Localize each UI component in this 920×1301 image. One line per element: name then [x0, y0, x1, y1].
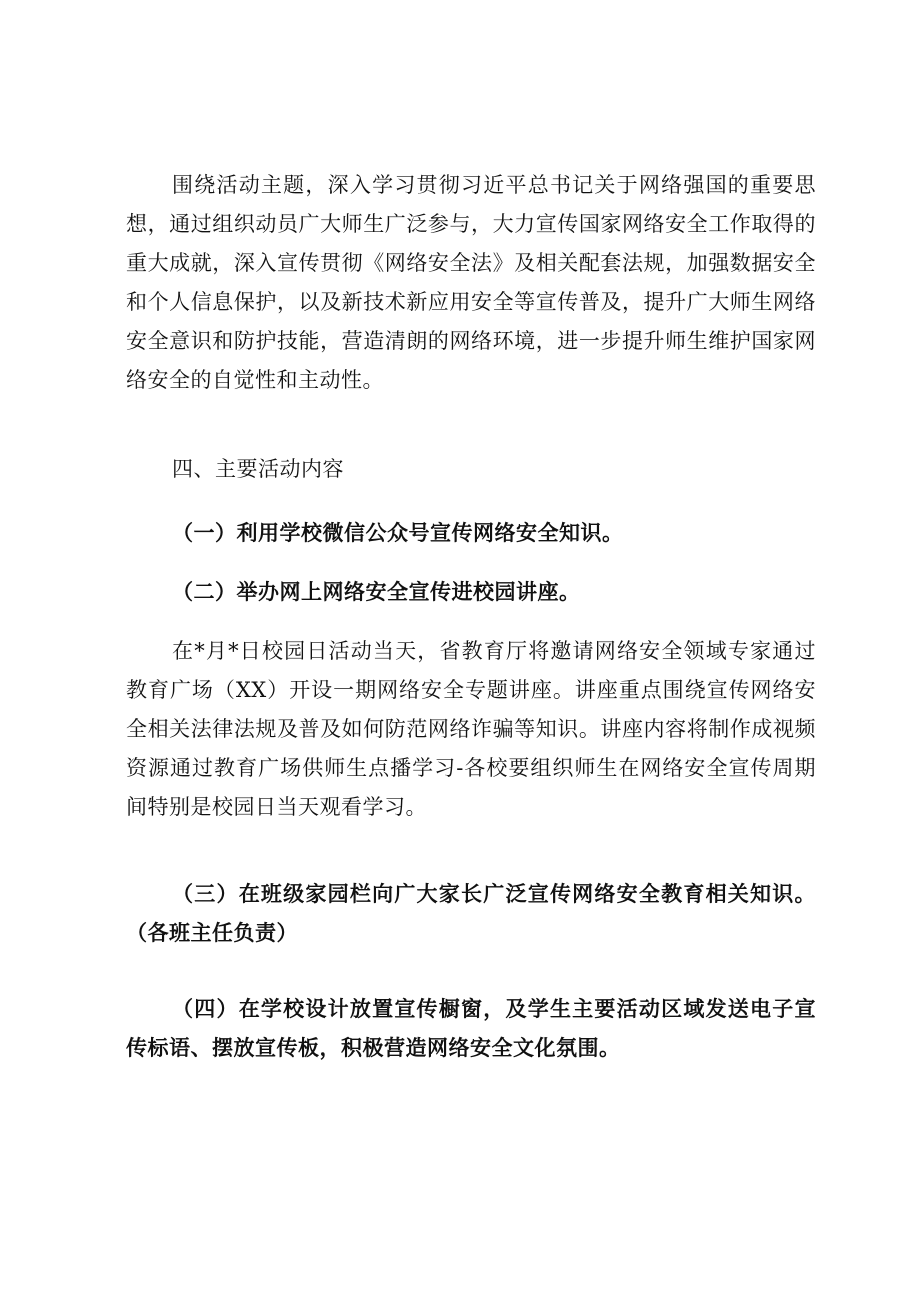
activity-item-2: （二）举办网上网络安全宣传进校园讲座。: [172, 579, 581, 604]
intro-paragraph: 围绕活动主题，深入学习贯彻习近平总书记关于网络强国的重要思想，通过组织动员广大师生广泛参与，大力宣传国家网络安全工作取得的重大成就，深入宣传贯彻《网络安全法》及相关配套法规，加强数据安全和个人信息保护，以及新技术新应用安全等宣传普及，提升广大师生网络安全意识和防护技能，营造清朗的网络环境，进一步提升师生维护国家网络安全的自觉性和主动性。: [126, 173, 816, 392]
section-heading: 四、主要活动内容: [172, 457, 344, 481]
activity-item-3: （三）在班级家园栏向广大家长广泛宣传网络安全教育相关知识。（各班主任负责）: [126, 881, 816, 945]
activity-item-4: （四）在学校设计放置宣传橱窗，及学生主要活动区域发送电子宣传标语、摆放宣传板，积极营造网络安全文化氛围。: [126, 996, 816, 1060]
activity-item-2-body: 在*月*日校园日活动当天，省教育厅将邀请网络安全领域专家通过教育广场（XX）开设一期网络安全专题讲座。讲座重点围绕宣传网络安全相关法律法规及普及如何防范网络诈骗等知识。讲座内容将制作成视频资源通过教育广场供师生点播学习-各校要组织师生在网络安全宣传周期间特别是校园日当天观看学习。: [126, 639, 816, 819]
activity-item-1: （一）利用学校微信公众号宣传网络安全知识。: [172, 520, 624, 545]
